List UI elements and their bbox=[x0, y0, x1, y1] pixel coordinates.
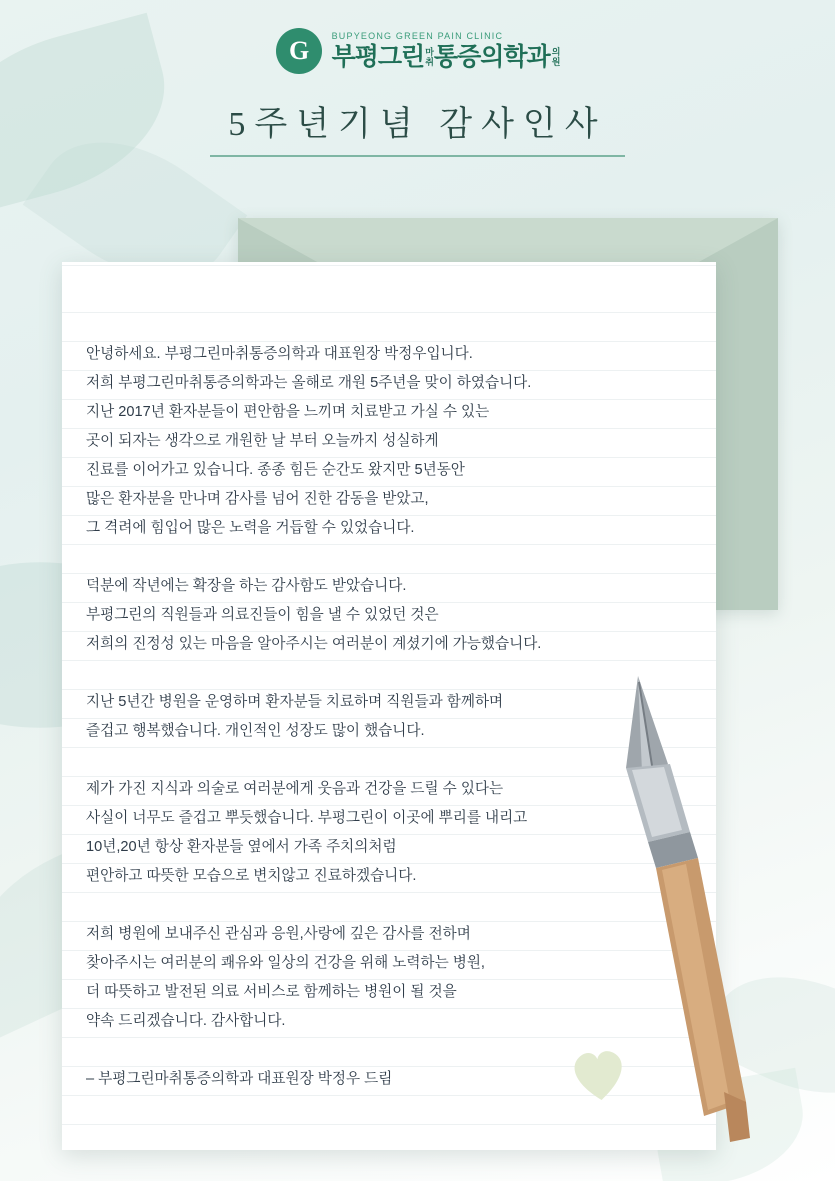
letter-line: 덕분에 작년에는 확장을 하는 감사함도 받았습니다. bbox=[86, 578, 407, 594]
letter-line: 저희 병원에 보내주신 관심과 응원,사랑에 깊은 감사를 전하며 bbox=[86, 926, 471, 942]
brand-name-korean-tail bbox=[552, 48, 560, 67]
letter-paragraph bbox=[86, 688, 692, 746]
letter-line: 진료를 이어가고 있습니다. 종종 힘든 순간도 왔지만 5년동안 bbox=[86, 462, 465, 478]
brand-tail-top: 의 bbox=[551, 47, 560, 58]
brand-name-english: BUPYEONG GREEN PAIN CLINIC bbox=[331, 31, 504, 41]
letter-line: 저희의 진정성 있는 마음을 알아주시는 여러분이 계셨기에 가능했습니다. bbox=[86, 636, 542, 652]
letter-line: 즐겁고 행복했습니다. 개인적인 성장도 많이 했습니다. bbox=[86, 723, 425, 739]
brand-name-korean-stack bbox=[425, 48, 433, 67]
letter-line: 지난 2017년 환자분들이 편안함을 느끼며 치료받고 가실 수 있는 bbox=[86, 404, 490, 420]
brand-stack-bottom: 취 bbox=[425, 56, 433, 67]
letter-sheet bbox=[62, 262, 716, 1150]
letter-paragraph bbox=[86, 340, 692, 543]
brand-text bbox=[332, 32, 560, 70]
letter-line: 10년,20년 항상 환자분들 옆에서 가족 주치의처럼 bbox=[86, 839, 397, 855]
brand-name-korean bbox=[332, 45, 560, 70]
headline-container bbox=[0, 96, 835, 157]
letter-paragraph bbox=[86, 572, 692, 659]
letter-line: 제가 가진 지식과 의술로 여러분에게 웃음과 건강을 드릴 수 있다는 bbox=[86, 781, 504, 797]
letter-paragraph bbox=[86, 775, 692, 891]
letter-line: 편안하고 따뜻한 모습으로 변치않고 진료하겠습니다. bbox=[86, 868, 417, 884]
page-title: 5주년기념 감사인사 bbox=[210, 96, 624, 157]
letter-paragraph bbox=[86, 920, 692, 1036]
letter-line: 저희 부평그린마취통증의학과는 올해로 개원 5주년을 맞이 하였습니다. bbox=[86, 375, 532, 391]
letter-line: 더 따뜻하고 발전된 의료 서비스로 함께하는 병원이 될 것을 bbox=[86, 984, 457, 1000]
brand-name-korean-main: 부평그린 bbox=[331, 43, 425, 71]
brand-stack-top: 마 bbox=[425, 47, 433, 58]
heart-icon bbox=[563, 1039, 636, 1112]
letter-line: 많은 환자분을 만나며 감사를 넘어 진한 감동을 받았고, bbox=[86, 491, 429, 507]
letter-line: 약속 드리겠습니다. 감사합니다. bbox=[86, 1013, 286, 1029]
letter-line: 안녕하세요. 부평그린마취통증의학과 대표원장 박정우입니다. bbox=[86, 346, 473, 362]
letter-line: 곳이 되자는 생각으로 개원한 날 부터 오늘까지 성실하게 bbox=[86, 433, 439, 449]
letter-line: 그 격려에 힘입어 많은 노력을 거듭할 수 있었습니다. bbox=[86, 520, 415, 536]
brand-tail-bottom: 원 bbox=[551, 56, 560, 67]
letter-line: 부평그린의 직원들과 의료진들이 힘을 낼 수 있었던 것은 bbox=[86, 607, 439, 623]
letter-body bbox=[86, 340, 692, 1109]
letter-line: 찾아주시는 여러분의 쾌유와 일상의 건강을 위해 노력하는 병원, bbox=[86, 955, 485, 971]
letter-line: 지난 5년간 병원을 운영하며 환자분들 치료하며 직원들과 함께하며 bbox=[86, 694, 504, 710]
brand-name-korean-mid: 통증의학과 bbox=[433, 43, 550, 71]
letter-line: 사실이 너무도 즐겁고 뿌듯했습니다. 부평그린이 이곳에 뿌리를 내리고 bbox=[86, 810, 528, 826]
clinic-brand bbox=[0, 28, 835, 74]
clinic-logo-icon: G bbox=[276, 28, 322, 74]
letter-line: – 부평그린마취통증의학과 대표원장 박정우 드림 bbox=[86, 1071, 393, 1087]
